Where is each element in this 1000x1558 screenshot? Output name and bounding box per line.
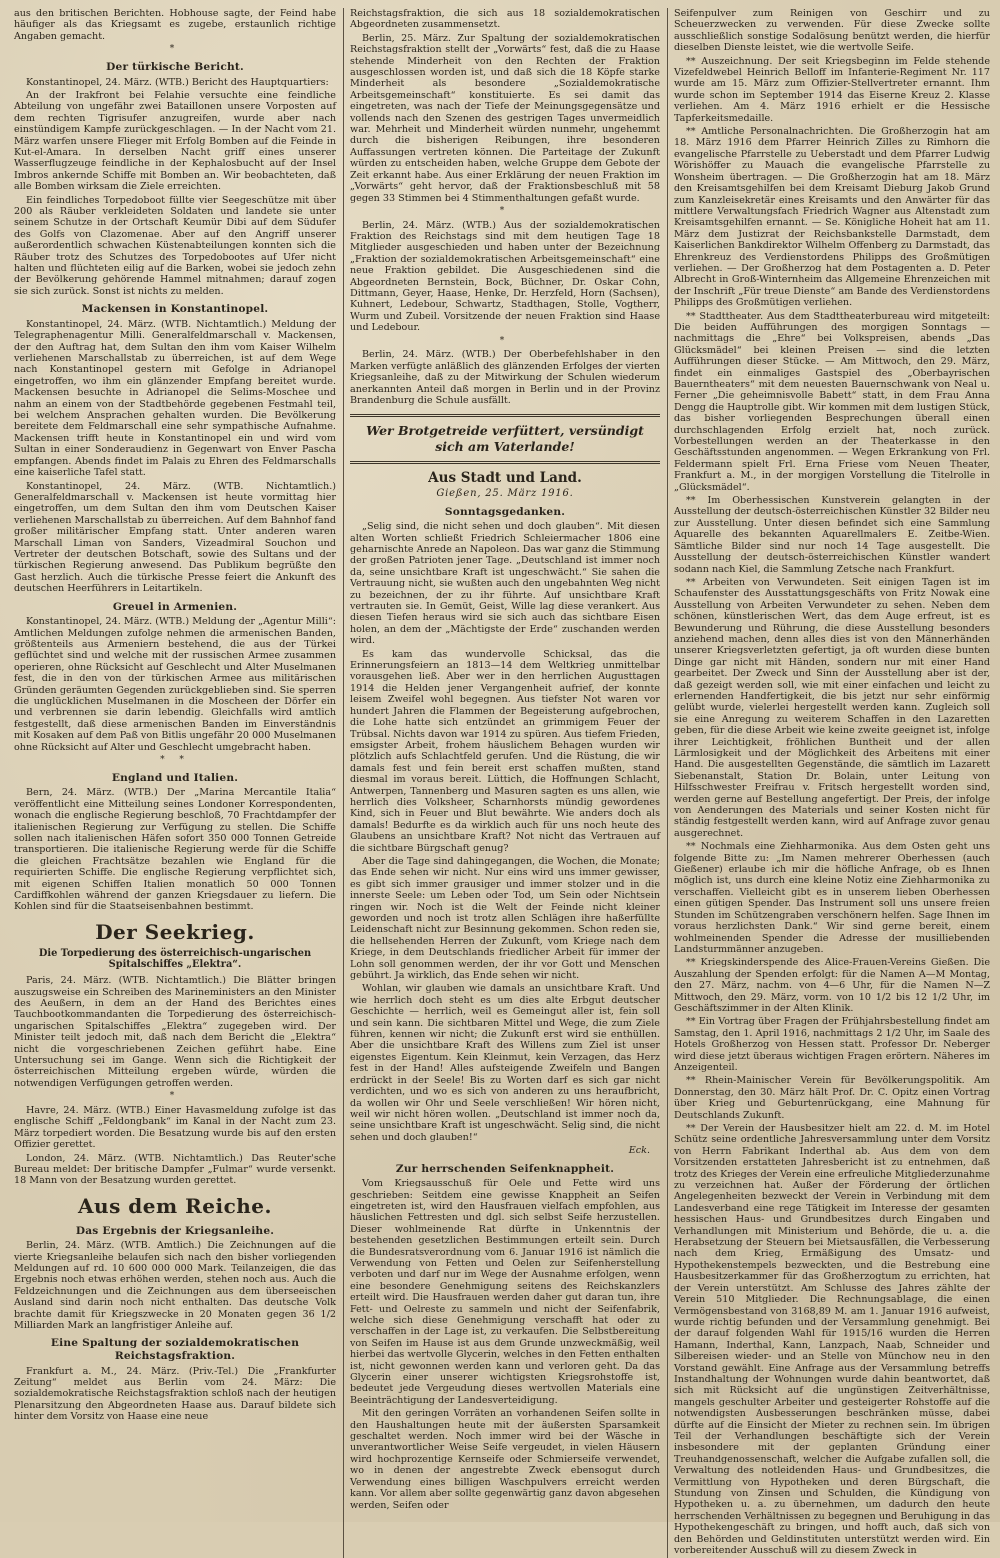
separator-asterisks: * * xyxy=(160,755,190,766)
heading-city-and-country: Aus Stadt und Land. xyxy=(428,469,582,486)
turk-paragraph-2: An der Irakfront bei Felahie versuchte eine feindliche Abteilung von ungefähr zwei Bataillonen unsere Vorposten auf dem rechten Tigrisufer anzugreifen, wurde aber nach einstündigem Kampfe zurückgeschlagen. — In der Nacht vom 21. März warfen unsere Flieger mit Erfolg Bomben auf die Feinde in Kut-el-Amara. In derselben Nacht griff eines unserer Wasserflugzeuge feindliche in der Kephalosbucht auf der Insel Imbros ankernde Schiffe mit Bomben an. Wir beobachteten, daß alle Bomben wirksam die Ziele erreichten. xyxy=(14,89,336,193)
split-continuation: Reichstagsfraktion, die sich aus 18 sozialdemokratischen Abgeordneten zusammensetzt. xyxy=(350,8,660,31)
author-signature: Eck. xyxy=(628,1145,650,1157)
separator-asterisk-4: * xyxy=(499,335,511,346)
heading-split: Eine Spaltung der sozialdemokratischen Reichstagsfraktion. xyxy=(50,1337,300,1362)
heading-war-loan: Das Ergebnis der Kriegsanleihe. xyxy=(75,1224,275,1237)
art-society-paragraph: ** Im Oberhessischen Kunstverein gelangten in der Ausstellung der deutsch-österreichischen Künstler 32 Bilder neu zur Ausstellung. Unter diesen befindet sich eine Sammlung Aquarelle des bekannten Aquarellmalers E. Zeitbe-Wien. Sämtliche Bilder sind nur noch 14 Tage ausgestellt. Die Ausstellung der deutsch-österreichischen Künstler wandert sodann nach Kiel, die Sammlung Zetsche nach Frankfurt. xyxy=(674,495,990,575)
accordion-paragraph: ** Nochmals eine Ziehharmonika. Aus dem Osten geht uns folgende Bitte zu: „Im Namen mehrerer Oberhessen (auch Gießener) erlaube ich mir die höfliche Anfrage, ob es Ihnen möglich ist, uns durch eine kleine Notiz eine Ziehharmonika zu verschaffen. Vielleicht gibt es in unserem lieben Oberhessen einen gütigen Spender. Das Instrument soll uns unsere freien Stunden im Schützengraben verschönern helfen. Sage Ihnen im voraus herzlichsten Dank.“ Wir sind gerne bereit, einem wohlmeinenden Spender die Adresse der musilliebenden Landsturmmänner anzugeben. xyxy=(674,841,990,955)
split-paragraph-3: Berlin, 24. März. (WTB.) Aus der sozialdemokratischen Fraktion des Reichstags sind mit dem heutigen Tage 18 Mitglieder ausgeschieden und haben unter der Bezeichnung „Fraktion der sozialdemokratischen Arbeitsgemeinschaft“ eine neue Fraktion gebildet. Die Ausgeschiedenen sind die Abgeordneten Bernstein, Bock, Büchner, Dr. Oskar Cohn, Dittmann, Geyer, Haase, Henke, Dr. Herzfeld, Horn (Sachsen), Kuhnert, Ledebour, Schwartz, Stadthagen, Stolle, Vogtherr, Wurm und Zubeil. Vorsitzende der neuen Fraktion sind Haase und Ledebour. xyxy=(350,219,660,334)
personnel-paragraph: ** Amtliche Personalnachrichten. Die Großherzogin hat am 18. März 1916 dem Pfarrer Heinrich Zilles zu Rimhorn die evangelische Pfarrstelle zu Ueberstadt und dem Pfarrer Ludwig Wörishöffer zu Mauach die evangelische Pfarrstelle zu Wonsheim übertragen. — Die Großherzogin hat am 18. März den Kreisamtsgehilfen bei dem Kreisamt Dieburg Jakob Grund zum Kanzleisekretär eines Kreisamts und den Anwärter für das mittlere Verwaltungsfach Friedrich Wagner aus Altenstadt zum Kreisamtsgehilfen ernannt. — Se. Königliche Hoheit hat am 11. März dem Justizrat der Reichsbankstelle Darmstadt, dem Kaiserlichen Bankdirektor Wilhelm Offenberg zu Darmstadt, das Ehrenkreuz des Verdienstordens Philipps des Großmütigen verliehen. — Der Großherzog hat dem Postagenten a. D. Peter Albrecht in Groß-Winternheim das Allgemeine Ehrenzeichen mit der Inschrift „Für treue Dienste“ am Bande des Verdienstordens Philipps des Großmütigen verliehen. xyxy=(674,126,990,309)
split-paragraph-1: Frankfurt a. M., 24. März. (Priv.-Tel.) Die „Frankfurter Zeitung“ meldet aus Berlin vom 24. März: Die sozialdemokratische Reichstagsfraktion schloß nach der heutigen Plenarsitzung den Abgeordneten Haase aus. Darauf bildete sich hinter dem Vorsitz von Haase eine neue xyxy=(14,1365,336,1423)
heading-sunday-thoughts: Sonntagsgedanken. xyxy=(444,505,566,518)
column-middle xyxy=(350,8,660,1558)
column-right xyxy=(674,8,990,1558)
turk-paragraph-1: Konstantinopel, 24. März. (WTB.) Bericht des Hauptquartiers: xyxy=(26,76,329,88)
sunday-paragraph-1: „Selig sind, die nicht sehen und doch glauben“. Mit diesen alten Worten schließt Friedrich Schleiermacher 1806 eine geharnischte Anrede an Napoleon. Das war ganz die Stimmung der großen Patrioten jener Tage. „Deutschland ist immer noch da, seine unsichtbare Kraft ist ungeschwächt.“ Sie sahen die Vertrauung nicht, sie wußten auch den ungebahnten Weg nicht zu bezeichnen, der zu ihr führte. Auf unsichtbare Kraft vertrauten sie. In Gemüt, Geist, Wille lag diese verankert. Aus diesen Tiefen heraus wird sie sich auch das sichtbare Eisen holen, an dem der „Mächtigste der Erde“ zuschanden werden wird. xyxy=(350,521,660,647)
sunday-paragraph-3: Aber die Tage sind dahingegangen, die Wochen, die Monate; das Ende sehen wir nicht. Nur eins wird uns immer gewisser, es gibt sich immer grausiger und immer stolzer und in die innerste Seele: um Leben oder Tod, um Sein oder Nichtsein ringen wir. Noch ist die Welt der Feinde nicht kleiner geworden und noch ist trotz allen Schlägen ihre haßerfüllte Leidenschaft nicht zur Besinnung gekommen. Schon reden sie, die hellsehenden Herren der Zukunft, vom Kriege nach dem Kriege, in dem Deutschlands friedlicher Arbeit für immer der Lohn soll genommen werden, der ihr vor Gott und Menschen gebührt. Ja wirklich, das Ende sehen wir nicht. xyxy=(350,855,660,982)
soap-paragraph-1: Vom Kriegsausschuß für Oele und Fette wird uns geschrieben: Seitdem eine gewisse Knappheit an Seifen eingetreten ist, wird den Hausfrauen vielfach empfohlen, aus häuslichen Fettresten und dgl. sich selbst Seife herzustellen. Dieser wohlmeinende Rat dürfte in Unkenntnis der bestehenden gesetzlichen Bestimmungen erteilt sein. Durch die Bundesratsverordnung vom 6. Januar 1916 ist nämlich die Verwendung von Fetten und Oelen zur Seifenherstellung verboten und darf nur im Wege der Ausnahme erfolgen, wenn eine besondere Genehmigung seitens des Reichskanzlers erteilt wird. Die Hausfrauen werden daher gut daran tun, ihre Fett- und Oelreste zu sammeln und nicht der Seifenfabrik, welche sich diese Genehmigung verschafft hat oder zu verschaffen in der Lage ist, zu verkaufen. Die Selbstbereitung von Seifen im Hause ist aus dem Grunde unzweckmäßig, weil hierbei das wertvolle Glycerin, welches in den Fetten enthalten ist, nicht gewonnen werden kann und verloren geht. Da das Glycerin einer unserer wichtigsten Kriegsrohstoffe ist, bedeutet jede Vergeudung dieses wertvollen Materials eine Beeinträchtigung der Landesverteidigung. xyxy=(350,1178,660,1406)
column-rule-1 xyxy=(343,8,344,1558)
award-paragraph: ** Auszeichnung. Der seit Kriegsbeginn im Felde stehende Vizefeldwebel Heinrich Belloff im Infanterie-Regiment Nr. 117 wurde am 15. März zum Offizier-Stellvertreter ernannt. Ihm wurde schon im September 1914 das Eiserne Kreuz 2. Klasse verliehen. Am 4. März 1916 erhielt er die Hessische Tapferkeitsmedaille. xyxy=(674,55,990,124)
population-society-paragraph: ** Rhein-Mainischer Verein für Bevölkerungspolitik. Am Donnerstag, den 30. März hält Prof. Dr. C. Opitz einen Vortrag über Krieg und Geburtenrückgang, eine Mahnung für Deutschlands Zukunft. xyxy=(674,1075,990,1121)
split-paragraph-2: Berlin, 25. März. Zur Spaltung der sozialdemokratischen Reichstagsfraktion stellt der „Vorwärts“ fest, daß die zu Haase stehende Minderheit von den Rechten der Fraktion ausgeschlossen worden ist, und daß sich die 18 Köpfe starke Minderheit als besondere „Sozialdemokratische Arbeitsgemeinschaft“ konstituierte. Es sei damit das eingetreten, was nach der Tiefe der Meinungsgegensätze und vollends nach den Szenen des gestrigen Tages unvermeidlich war. Mehrheit und Minderheit würden nunmehr, ungehemmt durch die bisherigen Reibungen, ihre besonderen Auffassungen vertreten können. Die Parteitage der Zukunft würden zu entscheiden haben, welche Gruppe dem Gebote der Zeit erkannt habe. Aus einer Erklärung der neuen Fraktion im „Vorwärts“ geht hervor, daß der Fraktionsbeschluß mit 58 gegen 33 Stimmen bei 4 Stimmenthaltungen gefaßt wurde. xyxy=(350,32,660,204)
theater-paragraph: ** Stadttheater. Aus dem Stadttheaterbureau wird mitgeteilt: Die beiden Aufführungen des morgigen Sonntags — nachmittags die „Ehre“ bei Volkspreisen, abends „Das Glücksmädel“ bei kleinen Preisen — sind die letzten Aufführungen dieser Stücke. — Am Mittwoch, den 29. März, findet ein einmaliges Gastspiel des „Oberbayrischen Bauerntheaters“ mit dem neuesten Bauernschwank von Neal u. Ferner „Die geheimnisvolle Babett“ statt, in dem Frau Anna Dengg die Hauptrolle gibt. Wir kommen mit dem lustigen Stück, das bisher vorliegenden Besprechungen überall einen durchschlagenden Erfolg erzielt hat, noch zurück. Vorbestellungen werden an der Theaterkasse in den Geschäftsstunden angenommen. — Wegen Erkrankung von Frl. Feldermann spielt Frl. Erna Friese vom Neuen Theater, Frankfurt a. M., in der morgigen Vorstellung die Titelrolle in „Glücksmädel“. xyxy=(674,310,990,493)
column-rule-2 xyxy=(667,8,668,1558)
dateline-giessen: Gießen, 25. März 1916. xyxy=(436,487,574,499)
war-loan-paragraph: Berlin, 24. März. (WTB. Amtlich.) Die Zeichnungen auf die vierte Kriegsanleihe belaufen sich nach den bisher vorliegenden Meldungen auf rd. 10 600 000 000 Mark. Teilanzeigen, die das Ergebnis noch etwas erhöhen werden, stehen noch aus. Auch die Feldzeichnungen und die Zeichnungen aus dem überseeischen Ausland sind darin noch nicht enthalten. Das deutsche Volk brachte damit für Kriegszwecke in 20 Monaten gegen 36 1/2 Milliarden Mark an langfristiger Anleihe auf. xyxy=(14,1240,336,1331)
deck-elektra: Die Torpedierung des österreichisch-ungarischen Spitalschiffes „Elektra“. xyxy=(38,947,312,971)
lecture-paragraph: ** Ein Vortrag über Fragen der Frühjahrsbestellung findet am Samstag, den 1. April 1916, nachmittags 2 1/2 Uhr, im Saale des Hotels Großherzog von Hessen statt. Professor Dr. Neberger wird diese jetzt überaus wichtigen Fragen erörtern. Näheres im Anzeigenteil. xyxy=(674,1016,990,1073)
heading-england-italy: England und Italien. xyxy=(111,771,239,784)
naval-paragraph-2: Havre, 24. März. (WTB.) Einer Havasmeldung zufolge ist das englische Schiff „Feldongbank“ im Kanal in der Nacht zum 23. März torpediert worden. Die Besatzung wurde bis auf den ersten Offizier gerettet. xyxy=(14,1104,336,1151)
intro-paragraph: aus den britischen Berichten. Hobhouse sagte, der Feind habe häufiger als das Kriegsamt es zugebe, erstaunlich richtige Angaben gemacht. xyxy=(14,8,336,42)
heading-mackensen: Mackensen in Konstantinopel. xyxy=(81,303,269,316)
turk-paragraph-3: Ein feindliches Torpedoboot füllte vier Seegeschütze mit über 200 als Räuber verkleideten Soldaten und landete sie unter seinem Schutze in der Ortschaft Keumür Dibi auf dem Südufer des Golfs von Clazomenae. Aber auf den Angriff unserer außerordentlich schwachen Küstenabteilungen konnten sich die Räuber trotz des Schutzes des Torpedobootes auf Ufer nicht halten und flüchteten eilig auf die Barken, wobei sie jedoch zehn der Bevölkerung gehörende Hammel mitnahmen; darauf zogen sie sich zurück. Sonst ist nichts zu melden. xyxy=(14,194,336,297)
england-paragraph: Bern, 24. März. (WTB.) Der „Marina Mercantile Italia“ veröffentlicht eine Mitteilung seines Londoner Korrespondenten, wonach die englische Regierung beschloß, 70 Frachtdampfer der italienischen Regierung zur Verfügung zu stellen. Die Schiffe sollen nach italienischen Häfen sofort 350 000 Tonnen Getreide transportieren. Die italienische Regierung werde für die Schiffe die gleichen Frachtsätze bezahlen wie England für die requirierten Schiffe. Die englische Regierung verpflichtet sich, mit eigenen Schiffen Italien monatlich 50 000 Tonnen Cardiffkohlen während der ganzen Kriegsdauer zu liefern. Die Kohlen sind für die Staatseisenbahnen bestimmt. xyxy=(14,787,336,913)
slogan-banner: Wer Brotgetreide verfüttert, versündigt sich am Vaterlande! xyxy=(350,414,660,463)
armenia-paragraph: Konstantinopel, 24. März. (WTB.) Meldung der „Agentur Milli“: Amtlichen Meldungen zufolge nehmen die armenischen Banden, größtenteils aus Armeniern bestehend, die aus der Türkei geflüchtet sind und welche mit der russischen Armee zusammen operieren, ohne Rücksicht auf Geschlecht und Alter Muselmanen fest, die in den von der türkischen Armee aus militärischen Gründen geräumten Gegenden zurückgeblieben sind. Sie sperren die unglücklichen Muselmanen in die Moscheen der Dörfer ein und verbrennen sie darin lebendig. Gleichfalls wird amtlich festgestellt, daß diese armenischen Banden im Einverständnis mit Kosaken auf dem Paß von Bitlis ungefähr 20 000 Muselmanen ohne Rücksicht auf Alter und Geschlecht umgebracht haben. xyxy=(14,616,336,753)
heading-armenia: Greuel in Armenien. xyxy=(112,600,238,613)
heading-naval-war: Der Seekrieg. xyxy=(95,919,255,944)
separator-asterisk: * xyxy=(169,44,181,55)
soap-continuation: Seifenpulver zum Reinigen von Geschirr und zu Scheuerzwecken zu verwenden. Für diese Zwecke sollte ausschließlich sonstige Sodalösung benützt werden, die hierfür dieselben Dienste leistet, wie die wertvolle Seife. xyxy=(674,8,990,54)
heading-soap-shortage: Zur herrschenden Seifenknappheit. xyxy=(395,1162,615,1175)
heading-from-the-reich: Aus dem Reiche. xyxy=(78,1193,272,1218)
column-left xyxy=(14,8,336,1558)
separator-asterisk-3: * xyxy=(499,205,511,216)
sunday-paragraph-2: Es kam das wundervolle Schicksal, das die Erinnerungsfeiern an 1813—14 dem Weltkrieg unmittelbar vorausgehen ließ. Aber wer in den herrlichen Augusttagen 1914 die Helden jener Vergangenheit aufrief, der konnte leisem Zweifel wohl begegnen. Aus tiefster Not waren vor hundert Jahren die Flammen der Begeisterung aufgebrochen, die Lohe hatte sich entzündet an grimmigem Feuer der Trübsal. Nichts davon war 1914 zu spüren. Aus tiefem Frieden, emsigster Arbeit, frohem häuslichem Behagen wurden wir plötzlich aufs Schlachtfeld gerufen. Und die Rüstung, die wir damals fest und fein bereit erst schaffen mußten, stand diesmal im voraus bereit. Lüttich, die Hoffnungen Schlacht, Antwerpen, Tannenberg und Masuren sagten es uns allen, wie herrlich dies Volksheer, Scharnhorsts mündig gewordenes Kind, sich in Feuer und Blut bewährte. Wie anders doch als damals! Bedurfte es da wirklich auch für uns noch heute des Glaubens an unsichtbare Kraft? Not nicht das Vertrauen auf die sichtbare Bürgschaft genug? xyxy=(350,648,660,854)
alice-society-paragraph: ** Kriegskinderspende des Alice-Frauen-Vereins Gießen. Die Auszahlung der Spenden erfolgt: für die Namen A—M Montag, den 27. März, nachm. von 4—6 Uhr, für die Namen N—Z Mittwoch, den 29. März, vorm. von 10 1/2 bis 12 1/2 Uhr, im Geschäftszimmer in der Alten Klinik. xyxy=(674,957,990,1014)
separator-asterisk-2: * xyxy=(169,1091,181,1102)
mackensen-paragraph-1: Konstantinopel, 24. März. (WTB. Nichtamtlich.) Meldung der Telegraphenagentur Milli. Generalfeldmarschall v. Mackensen, der den Auftrag hat, dem Sultan den ihm vom Kaiser Wilhelm verliehenen Marschallstab zu überreichen, ist auf dem Wege nach Konstantinopel gestern mit Gefolge in Adrianopel eingetroffen, wo ihm ein glänzender Empfang bereitet wurde. Mackensen besuchte in Adrianopel die Selims-Moschee und nahm an einem von der Stadtbehörde gegebenen Festmahl teil, bei welchem Ansprachen gehalten wurden. Die Bevölkerung bereitete dem Feldmarschall eine sehr sympathische Aufnahme. Mackensen trifft heute in Konstantinopel ein und wird vom Sultan in einer Sonderaudienz in Gegenwart von Enver Pascha empfangen. Abends findet im Palais zu Ehren des Feldmarschalls eine kaiserliche Tafel statt. xyxy=(14,318,336,479)
sunday-paragraph-4: Wohlan, wir glauben wie damals an unsichtbare Kraft. Und wie herrlich doch steht es um dies alte Erbgut deutscher Geschichte — herrlich, weil es Gemeingut aller ist, fein soll und sein kann. Die sichtbaren Mittel und Wege, die zum Ziele führen, kennen wir nicht; die Zukunft erst wird sie enthüllen. Aber die unsichtbare Kraft des Willens zum Ziel ist unser eigenstes Eigentum. Kein Kleinmut, kein Verzagen, das Herz fest in der Hand! Alles aufsteigende Zweifeln und Bangen erdrückt in der Seele! Bis zu Worten darf es sich gar nicht verdichten, und wo es sich von anderen zu uns heraufbricht, da wollen wir Ohr und Seele verschließen! Wir hören nicht, weil wir nicht hören wollen. „Deutschland ist immer noch da, seine unsichtbare Kraft ist ungeschwächt. Selig sind, die nicht sehen und doch glauben!“ xyxy=(350,983,660,1143)
school-paragraph: Berlin, 24. März. (WTB.) Der Oberbefehlshaber in den Marken verfügte anläßlich des glänzenden Erfolges der vierten Kriegsanleihe, daß zu der Mitwirkung der Schulen wiederum anerkannten Anteil daß morgen in Berlin und in der Provinz Brandenburg die Schule ausfällt. xyxy=(350,349,660,406)
naval-paragraph-1: Paris, 24. März. (WTB. Nichtamtlich.) Die Blätter bringen auszugsweise ein Schreiben des Marineministers an den Minister des Aeußern, in dem an der Hand des Berichtes eines Tauchbootkommandanten die Torpedierung des österreichisch-ungarischen Spitalschiffes „Elektra“ zugegeben wird. Der Minister teilt jedoch mit, daß nach dem Bericht die „Elektra“ nicht die vorgeschriebenen Zeichen geführt habe. Eine Untersuchung sei im Gange. Wenn sich die Richtigkeit der österreichischen Mitteilung ergeben würde, würden die notwendigen Verfügungen getroffen werden. xyxy=(14,975,336,1089)
heading-turkish-report: Der türkische Bericht. xyxy=(106,60,244,73)
homeowners-paragraph: ** Der Verein der Hausbesitzer hielt am 22. d. M. im Hotel Schütz seine ordentliche Jahresversammlung unter dem Vorsitz von Herrn Fabrikant Inderthal ab. Aus dem von dem Vorsitzenden erstatteten Jahresbericht ist zu entnehmen, daß trotz des Krieges der Verein eine erfreuliche Mitgliederzunahme zu verzeichnen hat. Außer der Förderung der örtlichen Angelegenheiten bezweckt der Verein in Verbindung mit dem Landesverband eine rege Tätigkeit im Interesse der gesamten hessischen Haus- und Grundbesitzes durch Eingaben und Verhandlungen mit Ministerium und Behörde, die u. a. die Herabsetzung der Steuern bei Mietsausfällen, die Verbesserung nach dem Krieg, Ermäßigung des Umsatz- und Hypothekenstempels bezweckten, und die Bestrebung eine Hausbesitzerkammer für das Großherzogtum zu errichten, hat der Verein unterstützt. Am Schlusse des Jahres zählte der Verein 510 Mitglieder. Die Rechnungsablage, die einen Vermögensbestand von 3168,89 M. am 1. Januar 1916 aufweist, wurde richtig befunden und der Versammlung genehmigt. Bei der darauf folgenden Wahl für 1915/16 wurden die Herren Hamann, Inderthal, Kann, Lanzpach, Naab, Schneider und Silbereisen wieder- und an Stelle von Münchow neu in den Vorstand gewählt. Eine Anfrage aus der Versammlung betreffs Instandhaltung der Wohnungen wurde dahin beantwortet, daß sich mit Rücksicht auf die ungünstigen Zeitverhältnisse, mangels geschulter Arbeiter und gesteigerter Rohstoffe auf die notwendigsten Ausbesserungen beschränken müsse, dabei dürfte auf die Einsicht der Mieter zu rechnen sein. Im übrigen Teil der Verhandlungen beschäftigte sich der Verein insbesondere mit der geplanten Gründung einer Treuhandgenossenschaft, welcher die Aufgabe zufallen soll, die Verwaltung des notleidenden Haus- und Grundbesitzes, die Vermittlung von Hypotheken und deren Bürgschaft, die Stundung von Zinsen und Schulden, die Kündigung von Hypotheken u. a. zu übernehmen, um dadurch den heute herrschenden Verhältnissen zu begegnen und Beruhigung in das Hypothekengeschäft zu bringen, und hofft auch, daß sich von den Behörden und Geldinstituten unterstützt werden wird. Ein vorbereitender Ausschuß will zu diesem Zweck in xyxy=(674,1123,990,1557)
soap-paragraph-2: Mit den geringen Vorräten an vorhandenen Seifen sollte in den Haushaltungen heute mit der äußersten Sparsamkeit geschaltet werden. Noch immer wird bei der Wäsche in unverantwortlicher Weise Seife vergeudet, in vielen Häusern wird hochprozentige Kernseife oder Schmierseife verwendet, wo in denen der angestrebte Zweck ebensogut durch Verwendung eines billigen Waschpulvers erreicht werden kann. Vor allem aber sollte gegenwärtig ganz davon abgesehen werden, Seifen oder xyxy=(350,1408,660,1511)
naval-paragraph-3: London, 24. März. (WTB. Nichtamtlich.) Das Reuter'sche Bureau meldet: Der britische Dampfer „Fulmar“ wurde versenkt. 18 Mann von der Besatzung wurden gerettet. xyxy=(14,1152,336,1187)
wounded-work-paragraph: ** Arbeiten von Verwundeten. Seit einigen Tagen ist im Schaufenster des Ausstattungsgeschäfts von Fritz Nowak eine Ausstellung von Arbeiten Verwundeter zu sehen. Neben dem schönen, künstlerischen Wert, das dem Auge erfreut, ist es Bewunderung und Rührung, die diese Ausstellung besonders anziehend machen, denn alles dies ist von den Männerhänden unserer Kriegsverletzten gefertigt, ja oft wurden diese bunten Dinge gar nicht mit Händen, sondern nur mit einer Hand gearbeitet. Der Zweck und Sinn der Ausstellung aber ist der, daß gezeigt werden soll, wie mit einer einfachen und leicht zu erlernenden Handfertigkeit, die bis jetzt nur sehr einförmig gelübt wurde, vielerlei hergestellt werden kann. Zugleich soll sie eine Anregung zu weiterem Schaffen in den Lazaretten geben, für die diese Arbeit wie keine zweite geeignet ist, infolge ihrer Leichtigkeit, fröhlichen Buntheit und der allen Lärmlosigkeit und der Möglichkeit des Arbeitens mit einer Hand. Die ausgestellten Gegenstände, die sämtlich im Lazarett Siebenanstalt, Station Dr. Bolain, unter Leitung von Hilfsschwester Freifrau v. Fritsch hergestellt worden sind, werden gerne auf Bestellung angefertigt. Der Preis, der infolge von Aenderungen des Materials und seiner Kosten nicht für ständig festgestellt werden kann, wird auf Anfrage zuvor genau ausgerechnet. xyxy=(674,576,990,839)
mackensen-paragraph-2: Konstantinopel, 24. März. (WTB. Nichtamtlich.) Generalfeldmarschall v. Mackensen ist heute vormittag hier eingetroffen, um dem Sultan den ihm vom Deutschen Kaiser verliehenen Marschallstab zu überreichen. Auf dem Bahnhof fand großer militärischer Empfang statt. Unter anderen waren Marschall Liman von Sanders, Vizeadmiral Souchon und Vertreter der deutschen Botschaft, sowie des Sultans und der türkischen Regierung anwesend. Das Publikum begrüßte den Gast herzlich. Auch die türkische Presse feiert die Ankunft des deutschen Heerführers in Leitartikeln. xyxy=(14,480,336,595)
